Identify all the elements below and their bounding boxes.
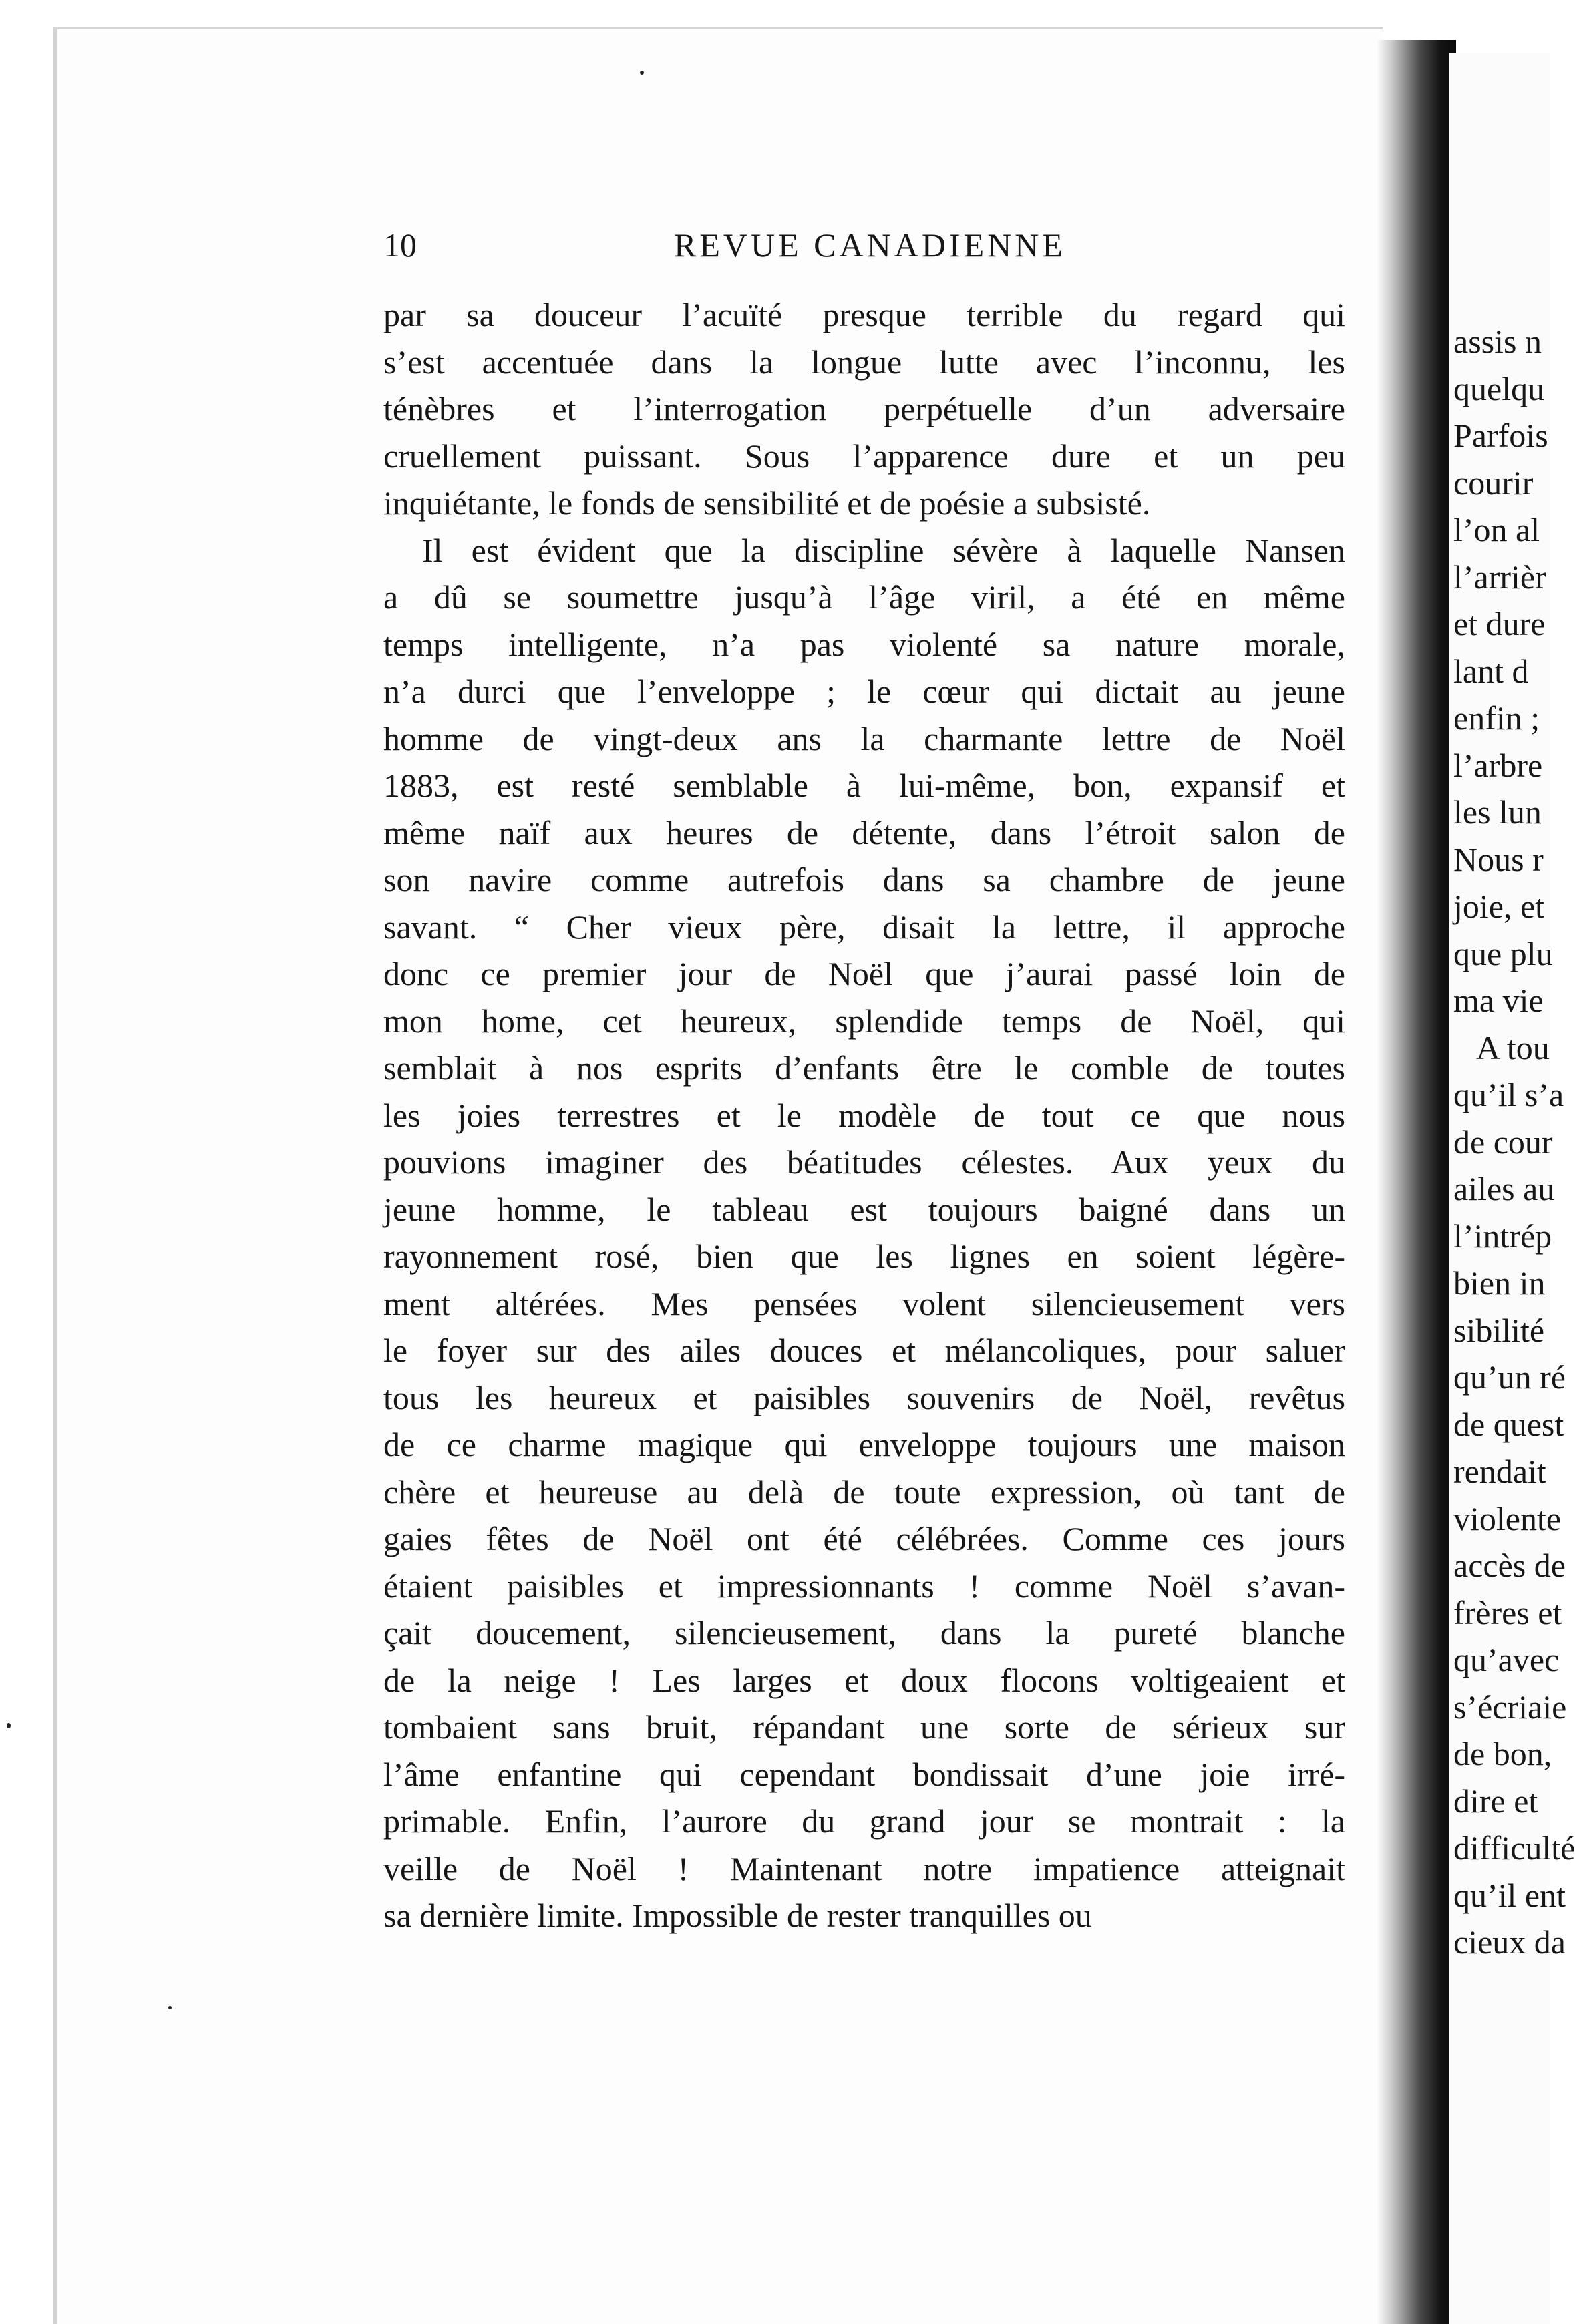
text-line: son navire comme autrefois dans sa chambre de jeune — [383, 861, 1345, 898]
binding-gutter-shadow — [1376, 40, 1456, 2324]
text-line: semblait à nos esprits d’enfants être le comble de toutes — [383, 1049, 1345, 1087]
right-page-line: qu’il s’a — [1453, 1076, 1564, 1113]
text-line: tous les heureux et paisibles souvenirs de Noël, revêtus — [383, 1378, 1345, 1416]
right-page-line: l’arbre — [1453, 746, 1543, 784]
text-line: gaies fêtes de Noël ont été célébrées. Comme ces jours — [383, 1520, 1345, 1557]
right-page-line: quelqu — [1453, 369, 1545, 407]
right-page-line: rendait — [1453, 1452, 1546, 1490]
page-edge-line — [53, 27, 57, 2324]
text-line: les joies terrestres et le modèle de tout ce que nous — [383, 1096, 1345, 1134]
text-line: de la neige ! Les larges et doux flocons voltigeaient et — [383, 1661, 1345, 1699]
text-line: tombaient sans bruit, répandant une sorte de sérieux sur — [383, 1708, 1345, 1746]
text-line: le foyer sur des ailes douces et mélancoliques, pour saluer — [383, 1332, 1345, 1369]
text-line: mon home, cet heureux, splendide temps de Noël, qui — [383, 1002, 1345, 1040]
text-line: homme de vingt-deux ans la charmante lettre de Noël — [383, 719, 1345, 757]
right-page-line: ailes au — [1453, 1170, 1555, 1207]
right-page-line: assis n — [1453, 323, 1542, 360]
right-page-line: cieux da — [1453, 1923, 1566, 1961]
right-page-line: sibilité — [1453, 1311, 1545, 1349]
right-page-line: courir — [1453, 463, 1534, 502]
right-page-line: de quest — [1453, 1405, 1564, 1443]
text-line: n’a durci que l’enveloppe ; le cœur qui dictait au jeune — [383, 672, 1345, 710]
right-page-line: A tou — [1476, 1028, 1550, 1067]
right-page-line: que plu — [1453, 934, 1553, 972]
text-line: a dû se soumettre jusqu’à l’âge viril, a été en même — [383, 578, 1345, 616]
right-page-line: l’intrép — [1453, 1217, 1552, 1255]
page-header — [383, 226, 1345, 272]
right-page-line: Nous r — [1453, 840, 1544, 878]
text-line: s’est accentuée dans la longue lutte avec l’inconnu, les — [383, 343, 1345, 381]
right-page-line: frères et — [1453, 1593, 1562, 1631]
right-page-line: l’arrièr — [1453, 558, 1546, 596]
text-line: inquiétante, le fonds de sensibilité et de poésie a subsisté. — [383, 484, 1151, 522]
right-page-fragment — [1449, 53, 1575, 2324]
right-page-line: qu’avec — [1453, 1641, 1560, 1678]
running-title: REVUE CANADIENNE — [674, 226, 1066, 264]
text-line: ténèbres et l’interrogation perpétuelle d’un adversaire — [383, 390, 1345, 427]
text-line: étaient paisibles et impressionnants ! comme Noël s’avan- — [383, 1567, 1345, 1605]
text-line: sa dernière limite. Impossible de rester tranquilles ou — [383, 1897, 1092, 1934]
right-page-line: joie, et — [1453, 888, 1545, 925]
right-page-line: lant d — [1453, 652, 1529, 690]
right-page-line: s’écriaie — [1453, 1688, 1567, 1726]
text-line: pouvions imaginer des béatitudes célestes. Aux yeux du — [383, 1143, 1345, 1181]
right-page-line: qu’il ent — [1453, 1876, 1566, 1914]
right-page-line: accès de — [1453, 1547, 1566, 1584]
text-line: veille de Noël ! Maintenant notre impatience atteignait — [383, 1849, 1345, 1887]
text-line: même naïf aux heures de détente, dans l’étroit salon de — [383, 813, 1345, 851]
right-page-line: l’on al — [1453, 511, 1540, 548]
dust-speck — [168, 2006, 172, 2009]
text-line: chère et heureuse au delà de toute expression, où tant de — [383, 1473, 1345, 1511]
text-line: rayonnement rosé, bien que les lignes en soient légère- — [383, 1237, 1345, 1275]
text-line: donc ce premier jour de Noël que j’aurai passé loin de — [383, 955, 1345, 992]
page-number: 10 — [383, 226, 417, 264]
right-page-line: dire et — [1453, 1782, 1538, 1820]
text-line: Il est évident que la discipline sévère à laquelle Nansen — [422, 531, 1345, 569]
right-page-line: les lun — [1453, 793, 1542, 831]
right-page-line: ma vie — [1453, 982, 1544, 1019]
body-text — [383, 291, 1345, 1939]
right-page-line: bien in — [1453, 1264, 1546, 1302]
text-line: par sa douceur l’acuïté presque terrible du regard qui — [383, 296, 1345, 333]
text-line: çait doucement, silencieusement, dans la pureté blanche — [383, 1614, 1345, 1652]
text-line: ment altérées. Mes pensées volent silencieusement vers — [383, 1284, 1345, 1322]
dust-speck — [640, 71, 644, 75]
dust-speck — [7, 1723, 11, 1728]
page-edge-line — [53, 27, 1383, 29]
right-page-line: difficulté — [1453, 1829, 1575, 1867]
text-line: cruellement puissant. Sous l’apparence dure et un peu — [383, 437, 1345, 475]
right-page-line: et dure — [1453, 605, 1546, 642]
text-line: jeune homme, le tableau est toujours baigné dans un — [383, 1190, 1345, 1228]
right-page-line: de bon, — [1453, 1735, 1552, 1772]
right-page-line: enfin ; — [1453, 699, 1540, 737]
text-line: temps intelligente, n’a pas violenté sa nature morale, — [383, 625, 1345, 663]
text-line: l’âme enfantine qui cependant bondissait d’une joie irré- — [383, 1755, 1345, 1793]
right-page-line: de cour — [1453, 1123, 1553, 1161]
right-page-line: qu’un ré — [1453, 1358, 1566, 1396]
text-line: de ce charme magique qui enveloppe toujours une maison — [383, 1426, 1345, 1463]
text-line: primable. Enfin, l’aurore du grand jour se montrait : la — [383, 1802, 1345, 1840]
right-page-line: Parfois — [1453, 417, 1548, 454]
right-page-line: violente — [1453, 1499, 1562, 1537]
text-line: savant. “ Cher vieux père, disait la lettre, il approche — [383, 908, 1345, 946]
text-line: 1883, est resté semblable à lui-même, bon, expansif et — [383, 767, 1345, 804]
